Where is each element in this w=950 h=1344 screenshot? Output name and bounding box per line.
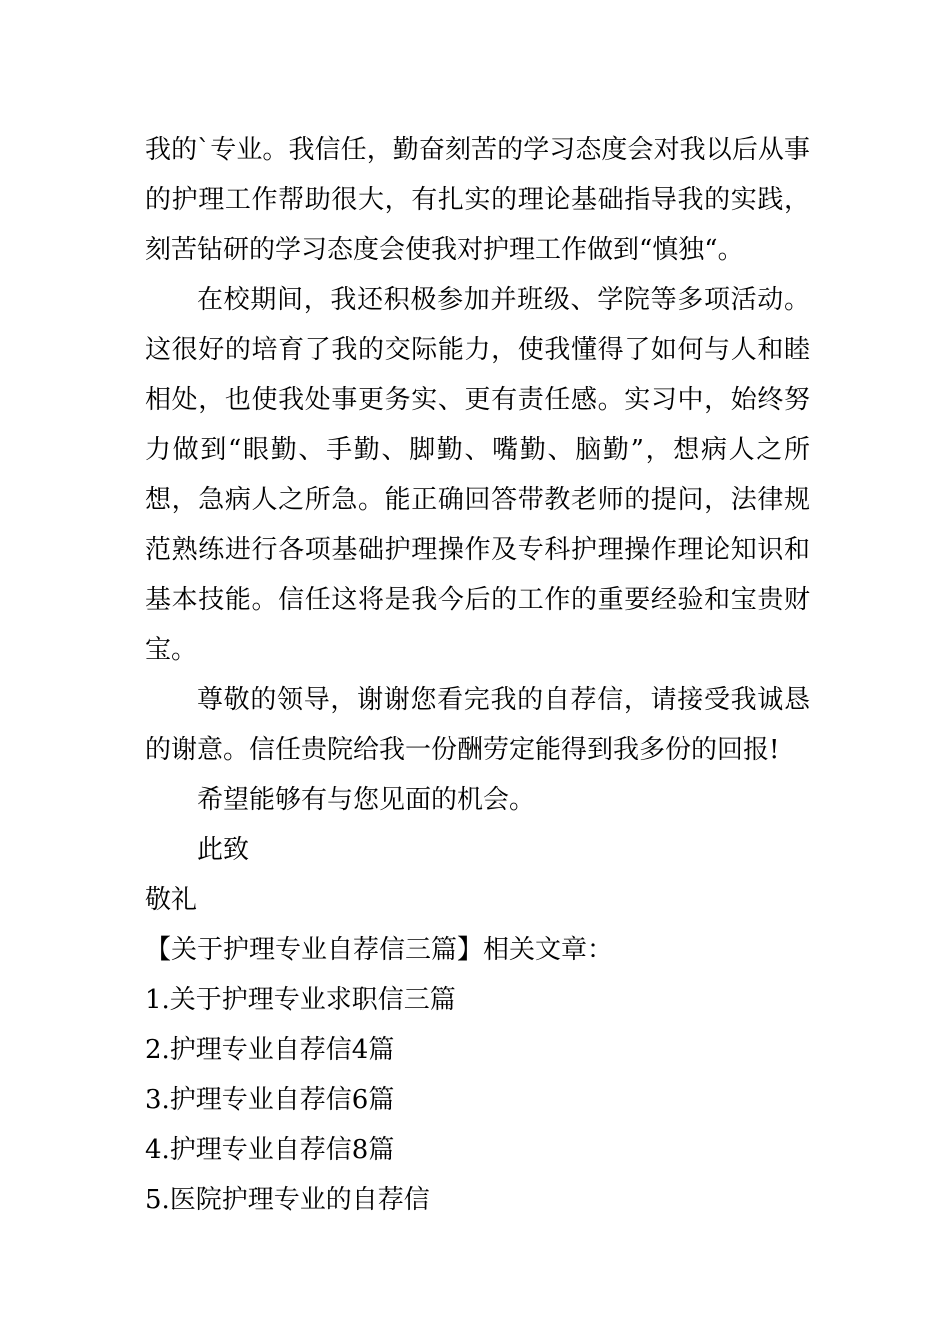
related-article-link[interactable]: 4.护理专业自荐信8篇 [145,1135,395,1165]
related-article-item[interactable] [145,1025,810,1075]
paragraph-thanks: 尊敬的领导，谢谢您看完我的自荐信，请接受我诚恳的谢意。信任贵院给我一份酬劳定能得到我多份的回报! [145,685,810,765]
closing-salutation: 此致 [197,835,250,865]
related-article-item[interactable] [145,1075,810,1125]
related-article-item[interactable] [145,975,810,1025]
paragraph-hope: 希望能够有与您见面的机会。 [197,785,536,815]
related-article-link[interactable]: 2.护理专业自荐信4篇 [145,1035,395,1065]
related-article-link[interactable]: 1.关于护理专业求职信三篇 [145,985,456,1015]
document-page [145,125,810,1225]
related-article-link[interactable]: 3.护理专业自荐信6篇 [145,1085,395,1115]
paragraph-school-activities: 在校期间，我还积极参加并班级、学院等多项活动。这很好的培育了我的交际能力，使我懂得了如何与人和睦相处，也使我处事更务实、更有责任感。实习中，始终努力做到“眼勤、手勤、脚勤、嘴勤、脑勤”，想病人之所想，急病人之所急。能正确回答带教老师的提问，法律规范熟练进行各项基础护理操作及专科护理操作理论知识和基本技能。信任这将是我今后的工作的重要经验和宝贵财宝。 [145,285,810,665]
related-article-item[interactable] [145,1175,810,1225]
related-articles-list [145,975,810,1225]
closing-regards: 敬礼 [145,885,198,915]
related-article-item[interactable] [145,1125,810,1175]
related-articles-heading: 【关于护理专业自荐信三篇】相关文章： [145,935,614,965]
paragraph-continuation: 我的`专业。我信任，勤奋刻苦的学习态度会对我以后从事的护理工作帮助很大，有扎实的理论基础指导我的实践，刻苦钻研的学习态度会使我对护理工作做到“慎独“。 [145,135,810,265]
related-article-link[interactable]: 5.医院护理专业的自荐信 [145,1185,430,1215]
